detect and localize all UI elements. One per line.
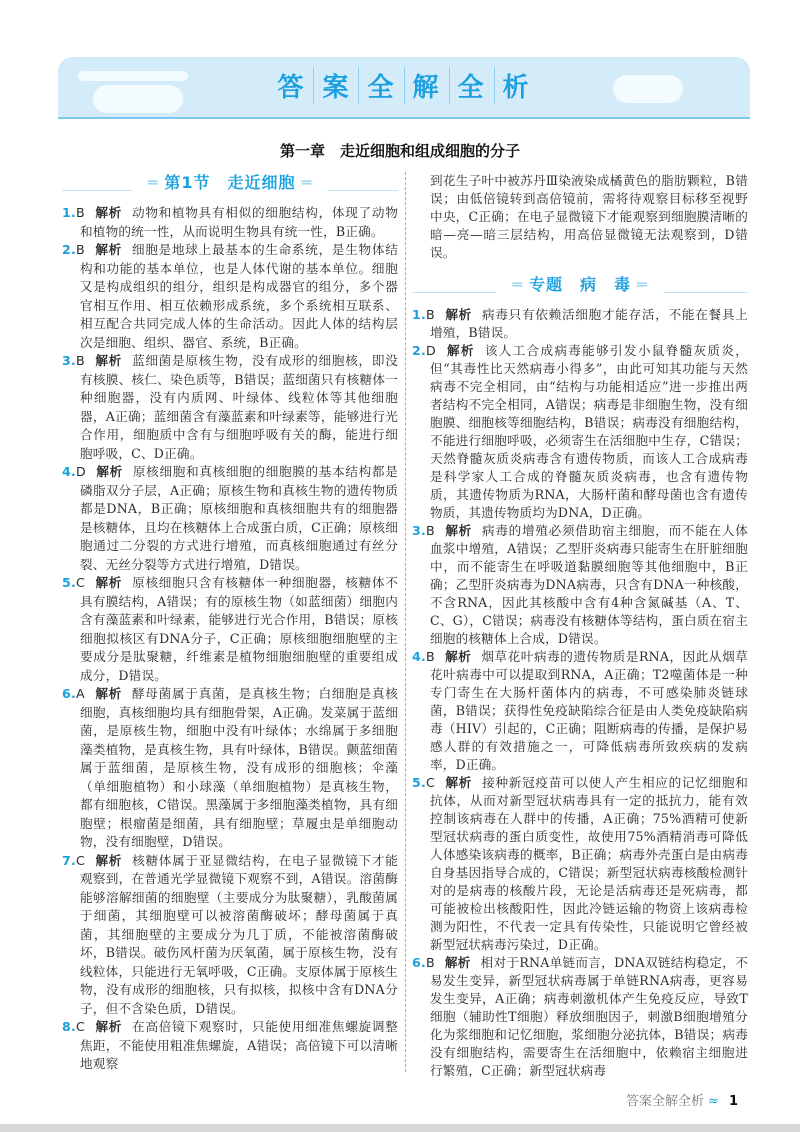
page-footer xyxy=(626,1090,738,1109)
section-header xyxy=(62,174,398,204)
item-number: 1. xyxy=(62,205,76,220)
chapter-title: 第一章 走近细胞和组成细胞的分子 xyxy=(279,142,520,160)
item-explanation: 接种新冠疫苗可以使人产生相应的记忆细胞和抗体，从而对新型冠状病毒具有一定的抵抗力，能有效控制该病毒在人群中的传播，A正确；75%酒精可使新型冠状病毒的蛋白质变性，故使用75%酒精消毒可降低人体感染该病毒的概率，B正确；病毒外壳蛋白是由病毒自身基因指导合成的，C错误；新型冠状病毒核酸检测针对的是病毒的核酸片段，无论是活病毒还是死病毒，都可能被检出核酸阳性，因此冷链运输的物资上该病毒检测为阳性，不代表一定具有传染性，只能说明它曾经被新型冠状病毒污染过，D正确。 xyxy=(430,775,748,952)
item-number: 3. xyxy=(62,353,76,368)
continued-text: 到花生子叶中被苏丹Ⅲ染液染成橘黄色的脂肪颗粒，B错误；由低倍镜转到高倍镜前，需将待观察目标移至视野中央，C正确；在电子显微镜下才能观察到细胞膜清晰的暗—亮—暗三层结构，用高倍显微镜无法观察到，D错误。 xyxy=(430,173,748,260)
item-number: 3. xyxy=(412,523,426,538)
bottom-band xyxy=(0,1124,800,1132)
analysis-label: 解析 xyxy=(95,464,123,479)
item-explanation: 动物和植物具有相似的细胞结构，体现了动物和植物的统一性，从而说明生物具有统一性，B正确。 xyxy=(80,205,399,239)
analysis-label: 解析 xyxy=(444,775,473,790)
section-deco-icon: ═ xyxy=(512,275,523,294)
analysis-label: 解析 xyxy=(94,353,122,368)
item-answer: B xyxy=(425,307,435,322)
banner-char: 解 xyxy=(405,67,450,104)
header-banner xyxy=(58,57,750,119)
answer-item xyxy=(412,954,748,1080)
item-explanation: 相对于RNA单链而言，DNA双链结构稳定，不易发生变异，新型冠状病毒属于单链RNA病毒，更容易发生变异，A正确；病毒刺激机体产生免疫反应，导致T细胞（辅助性T细胞）释放细胞因子，刺激B细胞增殖分化为浆细胞和记忆细胞，浆细胞分泌抗体，B错误；病毒没有细胞结构，需要寄生在活细胞中，依赖宿主细胞进行繁殖，C正确；新型冠状病毒 xyxy=(430,955,748,1078)
item-answer: B xyxy=(75,353,85,368)
item-number: 4. xyxy=(62,464,76,479)
answer-item xyxy=(62,241,398,352)
section-deco-icon: ═ xyxy=(301,173,313,192)
section-deco-icon: ═ xyxy=(147,173,159,192)
item-answer: B xyxy=(75,205,85,220)
answer-item xyxy=(62,852,398,1019)
analysis-label: 解析 xyxy=(445,343,475,358)
analysis-label: 解析 xyxy=(444,307,472,322)
item-answer: B xyxy=(425,649,435,664)
item-number: 5. xyxy=(412,775,426,790)
item-answer: C xyxy=(75,852,85,868)
answer-item xyxy=(412,342,748,522)
answer-item xyxy=(62,1018,398,1074)
answer-item xyxy=(62,685,398,852)
answer-item xyxy=(412,306,748,342)
analysis-label: 解析 xyxy=(94,852,123,868)
item-answer: A xyxy=(75,686,85,701)
analysis-label: 解析 xyxy=(94,242,122,257)
left-column xyxy=(62,172,398,1074)
item-explanation: 原核细胞只含有核糖体一种细胞器，核糖体不具有膜结构，A错误；有的原核生物（如蓝细菌）细胞内含有藻蓝素和叶绿素，能够进行光合作用，B错误；原核细胞拟核区有DNA分子，C正确；原核细胞细胞壁的主要成分是肽聚糖，纤维素是植物细胞细胞壁的重要组成成分，D错误。 xyxy=(80,575,398,683)
banner-title xyxy=(58,67,750,104)
answer-item xyxy=(62,574,398,685)
right-column xyxy=(412,172,748,1080)
answer-item xyxy=(62,352,398,463)
analysis-label: 解析 xyxy=(94,575,123,590)
item-answer: C xyxy=(425,775,435,790)
item-answer: D xyxy=(425,343,436,358)
answer-item xyxy=(62,463,398,574)
item-number: 8. xyxy=(62,1019,76,1034)
item-explanation: 核糖体属于亚显微结构，在电子显微镜下才能观察到，在普通光学显微镜下观察不到，A错误。溶菌酶能够溶解细菌的细胞壁（主要成分为肽聚糖），乳酸菌属于细菌，其细胞壁可以被溶菌酶破坏；酵母菌属于真菌，其细胞壁的主要成分为几丁质，不能被溶菌酶破坏，B错误。破伤风杆菌为厌氧菌，属于原核生物，没有线粒体，只能进行无氧呼吸，C正确。支原体属于原核生物，没有成形的细胞核，只有拟核，拟核中含有DNA分子，但不含染色质，D错误。 xyxy=(80,852,398,1016)
item-answer: D xyxy=(75,464,86,479)
item-explanation: 蓝细菌是原核生物，没有成形的细胞核，即没有核膜、核仁、染色质等，B错误；蓝细菌只有核糖体一种细胞器，没有内质网、叶绿体、线粒体等其他细胞器，A正确；蓝细菌含有藻蓝素和叶绿素等，能够进行光合作用，细胞质中含有与细胞呼吸有关的酶，能进行细胞呼吸，C、D正确。 xyxy=(80,353,399,461)
item-explanation: 病毒只有依赖活细胞才能存活，不能在餐具上增殖，B错误。 xyxy=(430,307,749,340)
analysis-label: 解析 xyxy=(444,955,471,970)
footer-label: 答案全解全析 xyxy=(626,1094,705,1109)
analysis-label: 解析 xyxy=(444,523,472,538)
answer-item xyxy=(412,522,748,648)
section-title: 专题 病 毒 xyxy=(528,275,631,294)
item-answer: B xyxy=(425,523,435,538)
item-answer: B xyxy=(425,955,435,970)
banner-char: 全 xyxy=(450,67,495,104)
banner-char: 案 xyxy=(314,67,359,104)
item-number: 6. xyxy=(412,955,426,970)
item-number: 6. xyxy=(62,686,76,701)
item-number: 2. xyxy=(412,343,426,358)
section-title: 第1节 走近细胞 xyxy=(164,173,296,192)
analysis-label: 解析 xyxy=(94,686,122,701)
analysis-label: 解析 xyxy=(444,649,472,664)
item-number: 1. xyxy=(412,307,426,322)
section-header xyxy=(412,276,748,306)
item-explanation: 细胞是地球上最基本的生命系统，是生物体结构和功能的基本单位，也是人体代谢的基本单位。细胞又是构成组织的组分，组织是构成器官的组分，多个器官相互作用、相互依赖形成系统，多个系统相互联系、相互配合共同完成人体的生命活动。因此人体的结构层次是细胞、组织、器官、系统，B正确。 xyxy=(80,242,399,350)
banner-char: 全 xyxy=(359,67,404,104)
item-explanation: 原核细胞和真核细胞的细胞膜的基本结构都是磷脂双分子层，A正确；原核生物和真核生物的遗传物质都是DNA，B正确；原核细胞和真核细胞共有的细胞器是核糖体，且均在核糖体上合成蛋白质，C正确；原核细胞通过二分裂的方式进行增殖，而真核细胞通过有丝分裂、无丝分裂等方式进行增殖，D错误。 xyxy=(80,464,398,572)
answer-item xyxy=(62,204,398,241)
analysis-label: 解析 xyxy=(94,205,122,220)
item-number: 7. xyxy=(62,852,76,868)
item-answer: C xyxy=(75,575,85,590)
item-explanation: 酵母菌属于真菌，是真核生物；白细胞是真核细胞，真核细胞均具有细胞骨架，A正确。发菜属于蓝细菌，是原核生物，细胞中没有叶绿体；水绵属于多细胞藻类植物，是真核生物，具有叶绿体，B错误。颤蓝细菌属于蓝细菌，是原核生物，没有成形的细胞核；伞藻（单细胞植物）和小球藻（单细胞植物）是真核生物，都有细胞核，C错误。黑藻属于多细胞藻类植物，具有细胞壁；根瘤菌是细菌，具有细胞壁；草履虫是单细胞动物，没有细胞壁，D错误。 xyxy=(80,686,399,849)
analysis-label: 解析 xyxy=(94,1019,123,1034)
item-number: 5. xyxy=(62,575,76,590)
item-explanation: 该人工合成病毒能够引发小鼠脊髓灰质炎，但“其毒性比天然病毒小得多”，由此可知其功能与天然病毒不完全相同，由“结构与功能相适应”进一步推出两者结构不完全相同，A错误；病毒是非细胞生物，没有细胞膜、细胞核等细胞结构，B错误；病毒没有细胞结构，不能进行细胞呼吸，必须寄生在活细胞中生存，C错误；天然脊髓灰质炎病毒含有遗传物质，而该人工合成病毒是科学家人工合成的脊髓灰质炎病毒，也含有遗传物质，其遗传物质为RNA，大肠杆菌和酵母菌也含有遗传物质，其遗传物质均为DNA，D正确。 xyxy=(430,343,748,520)
page-number: 1 xyxy=(728,1094,738,1109)
item-explanation: 烟草花叶病毒的遗传物质是RNA，因此从烟草花叶病毒中可以提取到RNA，A正确；T2噬菌体是一种专门寄生在大肠杆菌体内的病毒，不可感染肺炎链球菌，B错误；获得性免疫缺陷综合征是由人类免疫缺陷病毒（HIV）引起的，C正确；阻断病毒的传播，是保护易感人群的有效措施之一，可降低病毒所致疾病的发病率，D正确。 xyxy=(430,649,748,772)
item-number: 2. xyxy=(62,242,76,257)
answer-item xyxy=(412,648,748,774)
banner-char: 析 xyxy=(502,73,531,103)
item-answer: B xyxy=(75,242,85,257)
item-explanation: 在高倍镜下观察时，只能使用细准焦螺旋调整焦距，不能使用粗准焦螺旋，A错误；高倍镜下可以清晰地观察 xyxy=(80,1019,398,1071)
section-deco-icon: ═ xyxy=(637,275,648,294)
answer-item xyxy=(412,774,748,954)
item-number: 4. xyxy=(412,649,426,664)
wave-icon: ≈ xyxy=(708,1094,719,1109)
banner-char: 答 xyxy=(269,67,314,104)
column-divider xyxy=(405,172,406,1072)
item-answer: C xyxy=(75,1019,85,1034)
item-explanation: 病毒的增殖必须借助宿主细胞，而不能在人体血浆中增殖，A错误；乙型肝炎病毒只能寄生在肝脏细胞中，而不能寄生在呼吸道黏膜细胞等其他细胞中，B正确；乙型肝炎病毒为DNA病毒，只含有DNA一种核酸，不含RNA，因此其核酸中含有4种含氮碱基（A、T、C、G），C错误；病毒没有核糖体等结构，蛋白质在宿主细胞的核糖体上合成，D错误。 xyxy=(430,523,749,646)
